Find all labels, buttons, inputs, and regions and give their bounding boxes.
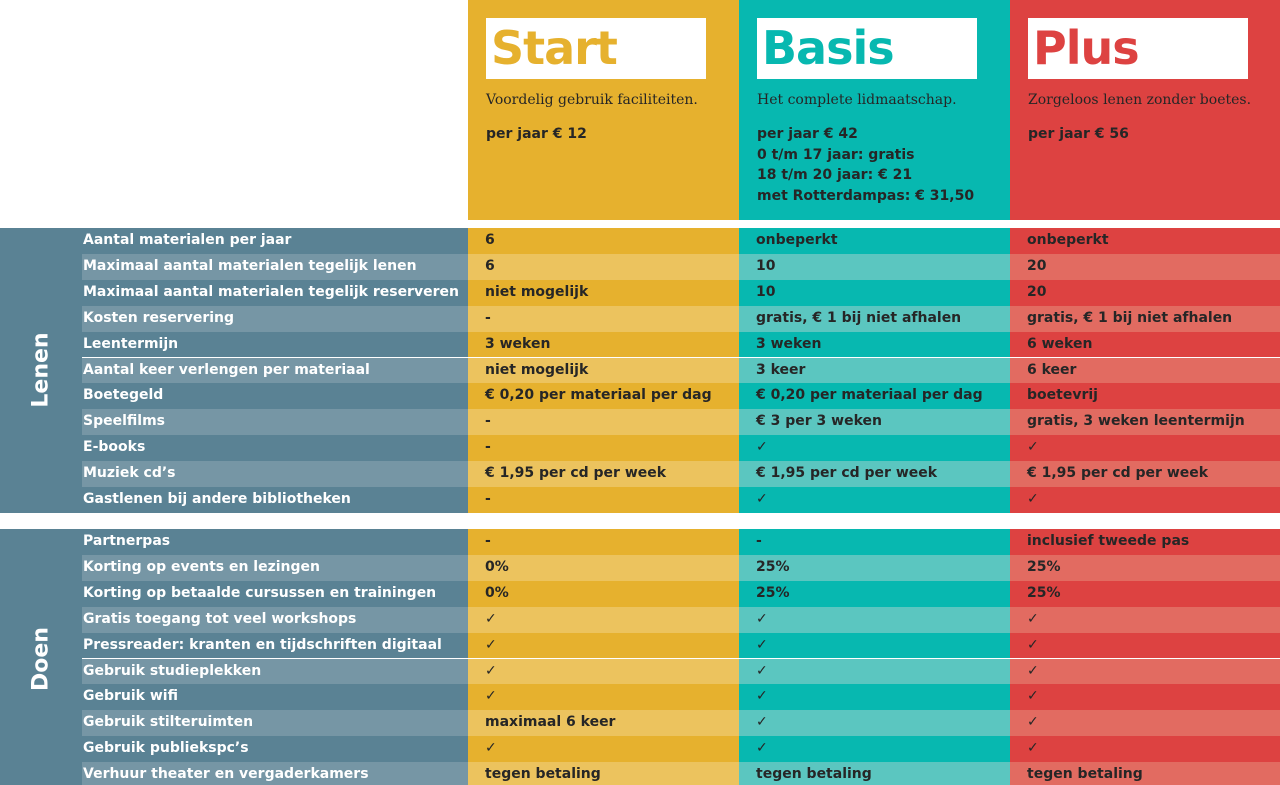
basis-value: ✓	[739, 633, 1010, 659]
feature-label: Boetegeld	[82, 383, 468, 409]
table-row	[82, 633, 1280, 659]
feature-label: Maximaal aantal materialen tegelijk lenen	[82, 254, 468, 280]
table-row	[82, 736, 1280, 762]
plan-header-basis	[739, 0, 1010, 220]
start-value: ✓	[468, 684, 739, 710]
basis-value: 10	[739, 280, 1010, 306]
plan-price-line: met Rotterdampas: € 31,50	[757, 187, 975, 204]
plan-name: Basis	[757, 18, 977, 79]
start-value: 0%	[468, 581, 739, 607]
basis-value: € 0,20 per materiaal per dag	[739, 383, 1010, 409]
start-value: -	[468, 529, 739, 555]
table-row	[82, 529, 1280, 555]
basis-value: ✓	[739, 659, 1010, 685]
feature-label: Maximaal aantal materialen tegelijk reserveren	[82, 280, 468, 306]
start-value: -	[468, 435, 739, 461]
basis-value: ✓	[739, 710, 1010, 736]
table-row	[82, 409, 1280, 435]
basis-value: 25%	[739, 555, 1010, 581]
section-side-bar	[0, 228, 82, 513]
section-side-bar	[0, 529, 82, 785]
section-label: Doen	[28, 626, 54, 691]
feature-label: Gastlenen bij andere bibliotheken	[82, 487, 468, 513]
plus-value: boetevrij	[1010, 383, 1280, 409]
feature-label: Korting op betaalde cursussen en trainingen	[82, 581, 468, 607]
plus-value: ✓	[1010, 607, 1280, 633]
table-row	[82, 710, 1280, 736]
table-row	[82, 435, 1280, 461]
table-row	[82, 762, 1280, 785]
start-value: niet mogelijk	[468, 280, 739, 306]
start-value: 0%	[468, 555, 739, 581]
plan-price-line: per jaar € 42	[757, 126, 858, 142]
feature-label: Speelfilms	[82, 409, 468, 435]
plan-header-start	[468, 0, 739, 220]
plus-value: 6 weken	[1010, 332, 1280, 358]
start-value: ✓	[468, 659, 739, 685]
table-row	[82, 306, 1280, 332]
plus-value: inclusief tweede pas	[1010, 529, 1280, 555]
plus-value: tegen betaling	[1010, 762, 1280, 785]
plan-subtitle: Zorgeloos lenen zonder boetes.	[1028, 92, 1252, 108]
basis-value: ✓	[739, 487, 1010, 513]
table-row	[82, 254, 1280, 280]
table-row	[82, 659, 1280, 685]
table-row	[82, 383, 1280, 409]
feature-label: Pressreader: kranten en tijdschriften digitaal	[82, 633, 468, 659]
plus-value: gratis, € 1 bij niet afhalen	[1010, 306, 1280, 332]
feature-label: Gebruik stilteruimten	[82, 710, 468, 736]
plan-price-line: per jaar € 12	[486, 126, 587, 142]
start-value: niet mogelijk	[468, 358, 739, 384]
feature-label: Partnerpas	[82, 529, 468, 555]
start-value: 3 weken	[468, 332, 739, 358]
plus-value: 25%	[1010, 555, 1280, 581]
plan-subtitle: Het complete lidmaatschap.	[757, 92, 957, 108]
basis-value: 10	[739, 254, 1010, 280]
basis-value: 25%	[739, 581, 1010, 607]
start-value: 6	[468, 254, 739, 280]
feature-label: Kosten reservering	[82, 306, 468, 332]
basis-value: € 3 per 3 weken	[739, 409, 1010, 435]
table-row	[82, 684, 1280, 710]
table-row	[82, 280, 1280, 306]
plan-name: Plus	[1028, 18, 1248, 79]
basis-value: ✓	[739, 684, 1010, 710]
table-row	[82, 461, 1280, 487]
plus-value: ✓	[1010, 659, 1280, 685]
basis-value: onbeperkt	[739, 228, 1010, 254]
section-lenen	[0, 228, 1280, 513]
table-row	[82, 487, 1280, 513]
table-row	[82, 607, 1280, 633]
plus-value: onbeperkt	[1010, 228, 1280, 254]
basis-value: -	[739, 529, 1010, 555]
start-value: tegen betaling	[468, 762, 739, 785]
start-value: -	[468, 306, 739, 332]
plus-value: ✓	[1010, 435, 1280, 461]
feature-label: Korting op events en lezingen	[82, 555, 468, 581]
basis-value: 3 weken	[739, 332, 1010, 358]
feature-label: Aantal keer verlengen per materiaal	[82, 358, 468, 384]
start-value: ✓	[468, 736, 739, 762]
start-value: ✓	[468, 607, 739, 633]
basis-value: gratis, € 1 bij niet afhalen	[739, 306, 1010, 332]
section-doen	[0, 529, 1280, 785]
plan-price	[486, 124, 739, 145]
plus-value: 20	[1010, 254, 1280, 280]
plan-price	[757, 124, 1010, 206]
table-row	[82, 581, 1280, 607]
table-row	[82, 555, 1280, 581]
start-value: ✓	[468, 633, 739, 659]
table-row	[82, 228, 1280, 254]
feature-label: E-books	[82, 435, 468, 461]
plus-value: gratis, 3 weken leentermijn	[1010, 409, 1280, 435]
feature-label: Leentermijn	[82, 332, 468, 358]
plus-value: € 1,95 per cd per week	[1010, 461, 1280, 487]
basis-value: tegen betaling	[739, 762, 1010, 785]
start-value: maximaal 6 keer	[468, 710, 739, 736]
basis-value: ✓	[739, 736, 1010, 762]
basis-value: ✓	[739, 607, 1010, 633]
plan-name: Start	[486, 18, 706, 79]
plus-value: ✓	[1010, 633, 1280, 659]
section-label: Lenen	[28, 332, 54, 409]
feature-label: Verhuur theater en vergaderkamers	[82, 762, 468, 785]
feature-label: Gebruik wifi	[82, 684, 468, 710]
plus-value: 25%	[1010, 581, 1280, 607]
plan-price-line: 18 t/m 20 jaar: € 21	[757, 167, 913, 183]
plus-value: 6 keer	[1010, 358, 1280, 384]
plus-value: ✓	[1010, 684, 1280, 710]
feature-label: Aantal materialen per jaar	[82, 228, 468, 254]
basis-value: € 1,95 per cd per week	[739, 461, 1010, 487]
plus-value: ✓	[1010, 710, 1280, 736]
plus-value: 20	[1010, 280, 1280, 306]
start-value: € 1,95 per cd per week	[468, 461, 739, 487]
table-row	[82, 332, 1280, 358]
plan-price-line: 0 t/m 17 jaar: gratis	[757, 146, 915, 163]
start-value: -	[468, 409, 739, 435]
feature-label: Gratis toegang tot veel workshops	[82, 607, 468, 633]
feature-label: Muziek cd’s	[82, 461, 468, 487]
plan-price-line: per jaar € 56	[1028, 126, 1129, 142]
plan-header-plus	[1010, 0, 1280, 220]
feature-label: Gebruik publiekspc’s	[82, 736, 468, 762]
feature-label: Gebruik studieplekken	[82, 659, 468, 685]
start-value: -	[468, 487, 739, 513]
basis-value: ✓	[739, 435, 1010, 461]
start-value: € 0,20 per materiaal per dag	[468, 383, 739, 409]
plan-subtitle: Voordelig gebruik faciliteiten.	[486, 92, 698, 108]
plus-value: ✓	[1010, 487, 1280, 513]
plan-price	[1028, 124, 1280, 145]
basis-value: 3 keer	[739, 358, 1010, 384]
plus-value: ✓	[1010, 736, 1280, 762]
start-value: 6	[468, 228, 739, 254]
table-row	[82, 358, 1280, 384]
